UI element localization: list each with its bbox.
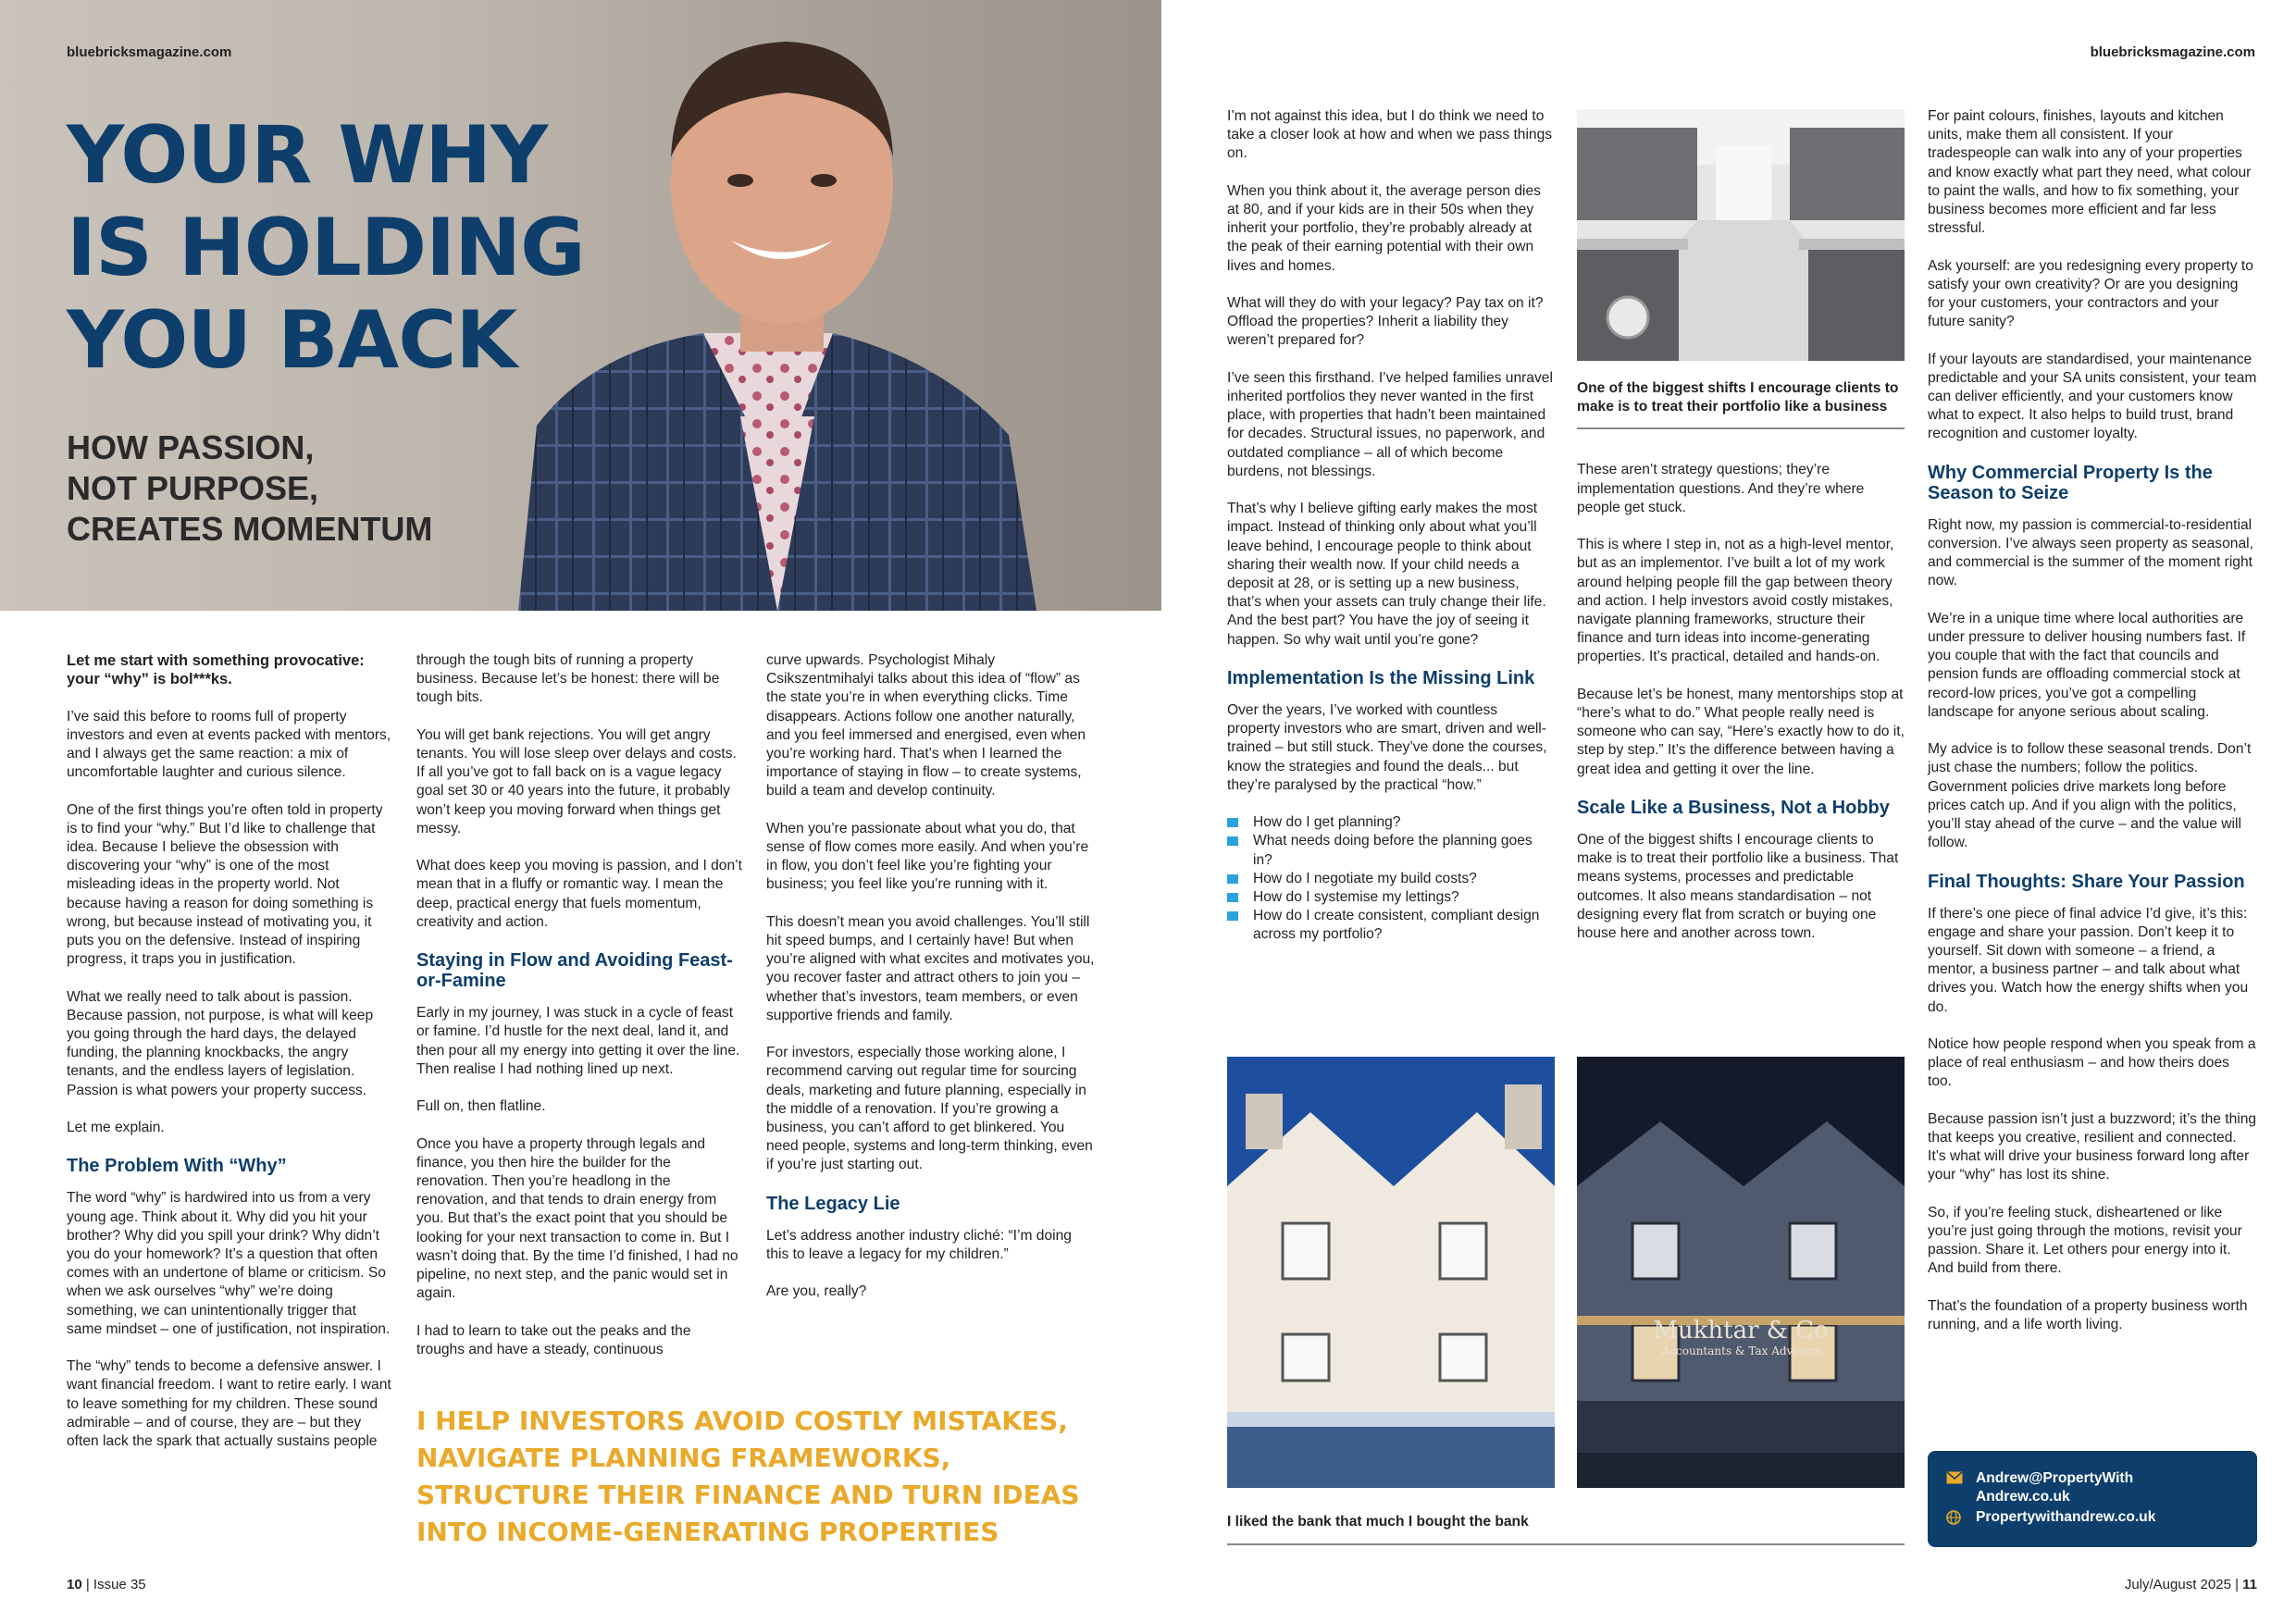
section-heading: Scale Like a Business, Not a Hobby xyxy=(1577,798,1890,819)
paragraph: If your layouts are standardised, your maintenance predictable and your SA units consistent, your team can deliver efficiently, and your customers know what to expect. It also helps to build trust, brand recognition and customer loyalty. xyxy=(1928,351,2257,442)
folio-right: July/August 2025 | 11 xyxy=(2124,1577,2257,1592)
paragraph: Early in my journey, I was stuck in a cycle of feast or famine. I’d hustle for the next deal, land it, and then pour all my energy into getting it over the line. Then realise I had nothing lined up next. xyxy=(416,1005,740,1077)
column-2 xyxy=(416,651,742,1378)
kitchen-caption: One of the biggest shifts I encourage clients to make is to treat their portfolio like a business xyxy=(1577,380,1899,415)
paragraph: Because let’s be honest, many mentorships stop at “here’s what to do.” What people really need is someone who can say, “Here’s exactly how to do it, step by step.” It’s the difference between having a great idea and getting it over the line. xyxy=(1577,686,1905,777)
paragraph: My advice is to follow these seasonal trends. Don’t just chase the numbers; follow the politics. Government policies drive markets long before prices catch up. And if you align with the politics, you’ll stay ahead of the curve – and the value will follow. xyxy=(1928,741,2252,851)
paragraph: One of the biggest shifts I encourage clients to make is to treat their portfolio like a business. That means systems, processes and predictable outcomes. It also means standardisation – not designing every flat from scratch or buying one house here and another across town. xyxy=(1577,832,1899,942)
column-4 xyxy=(1227,107,1553,963)
section-heading: The Problem With “Why” xyxy=(67,1156,287,1177)
paragraph: That’s why I believe gifting early makes the most impact. Instead of thinking only about what you’ll leave behind, I encourage people to think about sharing their wealth now. If your child needs a deposit at 28, or is setting up a new business, that’s when your assets can truly change their life. And the best part? You have the joy of seeing it happen. So why wait until you’re gone? xyxy=(1227,501,1546,648)
pull-quote: I HELP INVESTORS AVOID COSTLY MISTAKES, NAVIGATE PLANNING FRAMEWORKS, STRUCTURE THEIR FINANCE AND TURN IDEAS INTO INCOME-GENERATING PROPERTIES xyxy=(416,1406,1080,1547)
caption-rule xyxy=(1577,427,1905,429)
caption-rule xyxy=(1227,1543,1905,1545)
paragraph: When you think about it, the average person dies at 80, and if your kids are in their 50s when they inherit your portfolio, they’re probably already at the peak of their earning potential with their own lives and homes. xyxy=(1227,182,1541,274)
contact-box xyxy=(1928,1451,2257,1547)
bank-night-photo xyxy=(1577,1057,1905,1488)
paragraph: What will they do with your legacy? Pay tax on it? Offload the properties? Inherit a liability they weren’t prepared for? xyxy=(1227,295,1544,349)
site-url-right: bluebricksmagazine.com xyxy=(2090,44,2255,60)
kitchen-photo xyxy=(1577,109,1905,361)
bank-sign-name: Mukhtar & Co xyxy=(1653,1317,1829,1344)
list-item xyxy=(1227,888,1553,907)
paragraph: For investors, especially those working alone, I recommend carving out regular time for sourcing deals, marketing and future planning, especially in the middle of a renovation. If you’re growing a business, you can’t afford to get blinkered. You need people, systems and long-term thinking, even if you’re just starting out. xyxy=(766,1045,1093,1173)
paragraph: I’ve said this before to rooms full of property investors and even at events packed with mentors, and I always get the same reaction: a mix of uncomfortable laughter and curious silence. xyxy=(67,708,391,781)
paragraph: The word “why” is hardwired into us from a very young age. Think about it. Why did you hit your brother? Why did you spill your drink? Why didn’t you do your homework? It’s a question that often comes with an undertone of blame or criticism. So when we ask ourselves “why” we’re doing something, we can unintentionally trigger that same mindset – one of justification, not inspiration. xyxy=(67,1190,391,1337)
section-heading: The Legacy Lie xyxy=(766,1193,900,1214)
email-line: Andrew.co.uk xyxy=(1976,1489,2070,1505)
paragraph: This is where I step in, not as a high-level mentor, but as an implementor. I’ve built a lot of my work around helping people fill the gap between theory and action. I help investors avoid costly mistakes, navigate planning frameworks, structure their finance and turn ideas into income-generating properties. It’s practical, detailed and hands-on. xyxy=(1577,537,1894,665)
issue-label: Issue 35 xyxy=(93,1577,146,1592)
contact-email[interactable] xyxy=(1976,1469,2133,1506)
paragraph: For paint colours, finishes, layouts and kitchen units, make them all consistent. If your tradespeople can walk into any of your properties and know exactly what part they need, what colour to paint the walls, and how to fix something, your business becomes more efficient and far less stressful. xyxy=(1928,108,2252,237)
paragraph: Once you have a property through legals and finance, you then hire the builder for the renovation. Then you’re headlong in the renovation, and that tends to drain energy from you. But that’s the exact point that you should be looking for your next transaction to come in. But I wasn’t doing that. By the time I’d finished, I had no pipeline, no next step, and the panic would set in again. xyxy=(416,1135,738,1302)
paragraph: Ask yourself: are you redesigning every property to satisfy your own creativity? Or are you designing for your customers, your contractors and your future sanity? xyxy=(1928,257,2253,330)
kitchen-illustration xyxy=(1577,109,1905,361)
subtitle-line: NOT PURPOSE, xyxy=(67,469,319,507)
list-item xyxy=(1227,813,1553,832)
list-item xyxy=(1227,907,1553,944)
issue-date: July/August 2025 xyxy=(2124,1577,2231,1592)
paragraph: What does keep you moving is passion, and I don’t mean that in a fluffy or romantic way. I mean the deep, practical energy that fuels momentum, creativity and action. xyxy=(416,858,742,930)
building-day-illustration xyxy=(1227,1057,1555,1488)
column-5 xyxy=(1577,379,1905,961)
lead-paragraph: Let me start with something provocative: your “why” is bol***ks. xyxy=(67,652,365,688)
paragraph: Full on, then flatline. xyxy=(416,1098,546,1115)
paragraph: I had to learn to take out the peaks and the troughs and have a steady, continuous xyxy=(416,1322,691,1357)
column-1 xyxy=(67,651,392,1469)
paragraph: I’m not against this idea, but I do think we need to take a closer look at how and when we pass things on. xyxy=(1227,108,1553,162)
folio-left: 10 | Issue 35 xyxy=(67,1577,146,1592)
paragraph: This doesn’t mean you avoid challenges. You’ll still hit speed bumps, and I certainly have! But when you’re aligned with what excites and motivates you, you recover faster and attract others to join you – whether that’s investors, team members, or even supportive friends and family. xyxy=(766,913,1095,1023)
bullet-square-icon xyxy=(1227,911,1238,921)
bullet-square-icon xyxy=(1227,874,1238,884)
email-line: Andrew@PropertyWith xyxy=(1976,1470,2134,1486)
paragraph: Notice how people respond when you speak from a place of real enthusiasm – and how theirs does too. xyxy=(1928,1036,2256,1090)
section-heading: Implementation Is the Missing Link xyxy=(1227,668,1535,689)
paragraph: curve upwards. Psychologist Mihaly Csikszentmihalyi talks about this idea of “flow” as the state you’re in when everything clicks. Time disappears. Actions follow one another naturally, and you feel immersed and energised, even when you’re working hard. That’s when I learned the importance of staying in flow – to create systems, build a team and develop continuity. xyxy=(766,652,1086,799)
paragraph: The “why” tends to become a defensive answer. I want financial freedom. I want to retire early. I want to leave something for my children. These sound admirable – and of course, they are – but they often lack the spark that actually sustains people xyxy=(67,1358,391,1450)
bullet-square-icon xyxy=(1227,893,1238,902)
paragraph: You will get bank rejections. You will get angry tenants. You will lose sleep over delays and costs. If all you’ve got to fall back on is a vague legacy goal set 30 or 40 years into the future, it probably won’t keep you moving forward when things get messy. xyxy=(416,726,737,836)
paragraph: These aren’t strategy questions; they’re implementation questions. And they’re where people get stuck. xyxy=(1577,462,1865,515)
section-heading: Final Thoughts: Share Your Passion xyxy=(1928,871,2245,892)
paragraph: That’s the foundation of a property business worth running, and a life worth living. xyxy=(1928,1297,2248,1333)
title-line: YOU BACK xyxy=(67,294,516,387)
paragraph: What we really need to talk about is passion. Because passion, not purpose, is what will keep you going through the hard days, the delayed funding, the planning knockbacks, the angry tenants, and the endless layers of legislation. Passion is what powers your property success. xyxy=(67,988,374,1098)
question-list xyxy=(1227,813,1553,944)
list-item-text: How do I get planning? xyxy=(1253,814,1401,831)
bank-sign-sub: Accountants & Tax Advisers xyxy=(1661,1344,1820,1357)
subtitle-line: HOW PASSION, xyxy=(67,428,315,466)
bank-day-photo xyxy=(1227,1057,1555,1488)
article-subtitle xyxy=(67,427,548,550)
list-item-text: How do I negotiate my build costs? xyxy=(1253,870,1477,886)
email-icon xyxy=(1946,1471,1963,1484)
globe-icon xyxy=(1946,1510,1961,1525)
bullet-square-icon xyxy=(1227,836,1238,846)
bullet-square-icon xyxy=(1227,818,1238,827)
paragraph: Over the years, I’ve worked with countless property investors who are smart, driven and well-trained – but still stuck. They’ve done the courses, know the strategies and found the deals... but they’re paralysed by the practical “how.” xyxy=(1227,702,1547,793)
paragraph: Because passion isn’t just a buzzword; it’s the thing that keeps you creative, resilient and connected. It’s what will drive your business forward long after your “why” has lost its shine. xyxy=(1928,1110,2257,1183)
title-line: IS HOLDING xyxy=(67,202,585,294)
subtitle-line: CREATES MOMENTUM xyxy=(67,510,433,548)
paragraph: If there’s one piece of final advice I’d give, it’s this: engage and share your passion. Don’t keep it to yourself. Sit down with someone – a friend, a mentor, a business partner – and talk about what drives you. Watch how the energy shifts when you do. xyxy=(1928,905,2249,1015)
paragraph: One of the first things you’re often told in property is to find your “why.” But I’d like to challenge that idea. Because I believe the obsession with discovering your “why” is one of the most misleading ideas in the property world. Not because having a reason for doing something is wrong, but because instead of motivating you, it puts you on the defensive. Instead of inspiring progress, it traps you in justification. xyxy=(67,801,383,968)
paragraph: So, if you’re feeling stuck, disheartened or like you’re just going through the motions, revisit your passion. Share it. Let others pour energy into it. And build from there. xyxy=(1928,1204,2242,1277)
paragraph: Are you, really? xyxy=(766,1283,867,1300)
page-number: 10 xyxy=(67,1577,82,1592)
article-title xyxy=(67,109,640,387)
website-link: Propertywithandrew.co.uk xyxy=(1976,1509,2156,1525)
bank-caption: I liked the bank that much I bought the bank xyxy=(1227,1514,1529,1530)
building-night-illustration xyxy=(1577,1057,1905,1488)
paragraph: I’ve seen this firsthand. I’ve helped families unravel inherited portfolios they never wanted in the first place, with properties that hadn’t been maintained for decades. Structural issues, no paperwork, and outdated compliance – all of which become burdens, not blessings. xyxy=(1227,369,1553,479)
page-number: 11 xyxy=(2242,1577,2257,1592)
list-item-text: What needs doing before the planning goes in? xyxy=(1253,833,1533,868)
title-line: YOUR WHY xyxy=(67,109,548,202)
section-heading: Why Commercial Property Is the Season to Seize xyxy=(1928,462,2213,503)
paragraph: through the tough bits of running a property business. Because let’s be honest: there will be tough bits. xyxy=(416,652,720,706)
column-3 xyxy=(766,651,1096,1320)
section-heading: Staying in Flow and Avoiding Feast-or-Famine xyxy=(416,950,733,992)
list-item-text: How do I systemise my lettings? xyxy=(1253,889,1459,906)
paragraph: When you’re passionate about what you do, that sense of flow comes more easily. And when you’re in flow, you don’t feel like you’re fighting your business; you feel like you’re running with it. xyxy=(766,820,1089,893)
paragraph: Let me explain. xyxy=(67,1120,165,1136)
paragraph: Let’s address another industry cliché: “I’m doing this to leave a legacy for my children.” xyxy=(766,1227,1072,1263)
paragraph: We’re in a unique time where local authorities are under pressure to deliver housing numbers fast. If you couple that with the fact that councils and pension funds are offloading commercial stock at record-low prices, you’ve got a compelling landscape for anyone serious about scaling. xyxy=(1928,610,2246,720)
list-item-text: How do I create consistent, compliant design across my portfolio? xyxy=(1253,908,1540,943)
column-6 xyxy=(1928,107,2257,1353)
contact-website[interactable] xyxy=(1976,1508,2155,1527)
list-item xyxy=(1227,832,1553,869)
list-item xyxy=(1227,870,1553,888)
paragraph: Right now, my passion is commercial-to-residential conversion. I’ve always seen property as seasonal, and commercial is the summer of the moment right now. xyxy=(1928,516,2253,589)
site-url-left: bluebricksmagazine.com xyxy=(67,44,232,60)
